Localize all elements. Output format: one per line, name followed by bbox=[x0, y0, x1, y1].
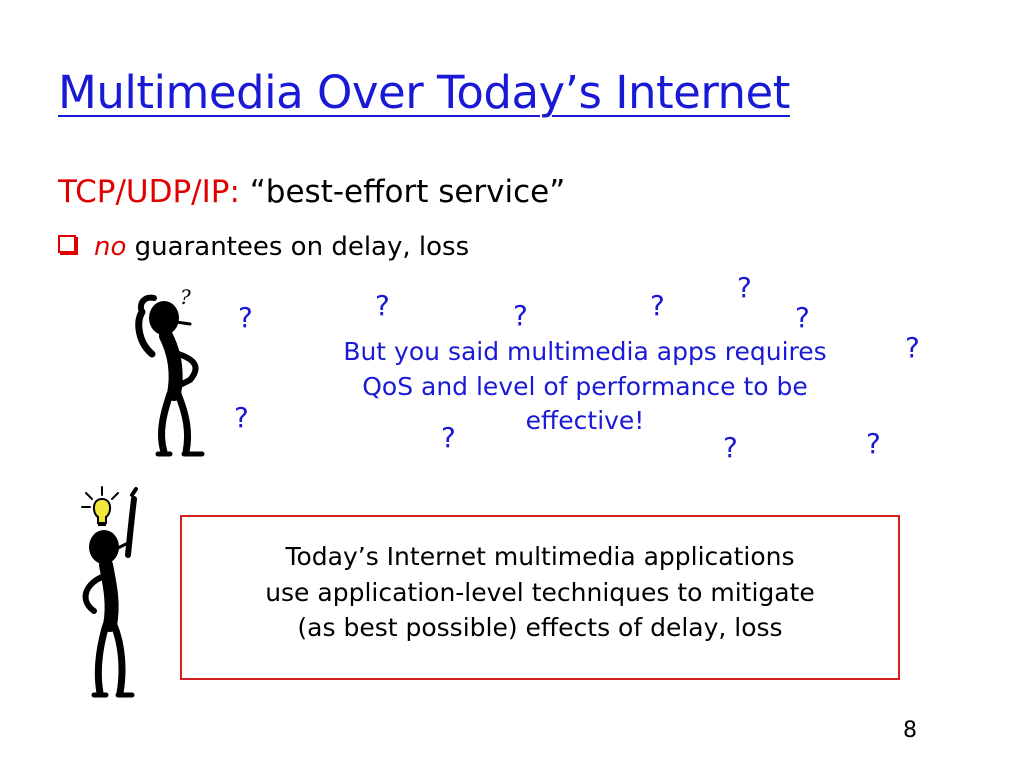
answer-line: Today’s Internet multimedia applications bbox=[285, 542, 795, 571]
answer-line: use application-level techniques to mitigate bbox=[265, 577, 815, 607]
bullet-item bbox=[58, 232, 469, 262]
question-mark: ? bbox=[905, 331, 920, 364]
qos-line: QoS and level of performance to be bbox=[362, 371, 808, 401]
question-mark: ? bbox=[441, 421, 456, 454]
answer-box bbox=[180, 515, 900, 680]
subheading bbox=[58, 174, 565, 210]
question-mark: ? bbox=[650, 289, 665, 322]
question-mark: ? bbox=[737, 271, 752, 304]
slide-title: Multimedia Over Today’s Internet bbox=[58, 66, 790, 119]
question-mark: ? bbox=[723, 431, 738, 464]
question-mark: ? bbox=[513, 299, 528, 332]
lightbulb-stick-figure-icon bbox=[70, 485, 160, 705]
qos-statement bbox=[275, 335, 895, 439]
service-label: “best-effort service” bbox=[249, 174, 566, 210]
question-mark: ? bbox=[375, 289, 390, 322]
protocol-label: TCP/UDP/IP: bbox=[58, 174, 240, 210]
bullet-text: guarantees on delay, loss bbox=[134, 232, 470, 262]
svg-text:?: ? bbox=[180, 285, 191, 309]
confused-stick-figure-icon bbox=[128, 282, 218, 462]
page-number: 8 bbox=[903, 718, 917, 743]
question-mark: ? bbox=[866, 427, 881, 460]
question-mark: ? bbox=[795, 301, 810, 334]
question-mark: ? bbox=[238, 301, 253, 334]
bullet-square-icon bbox=[58, 235, 76, 253]
bullet-emphasis: no bbox=[94, 232, 127, 262]
question-mark: ? bbox=[234, 401, 249, 434]
qos-line: effective! bbox=[525, 406, 645, 435]
qos-line: But you said multimedia apps requires bbox=[343, 337, 827, 366]
answer-line: (as best possible) effects of delay, loss bbox=[297, 613, 783, 642]
